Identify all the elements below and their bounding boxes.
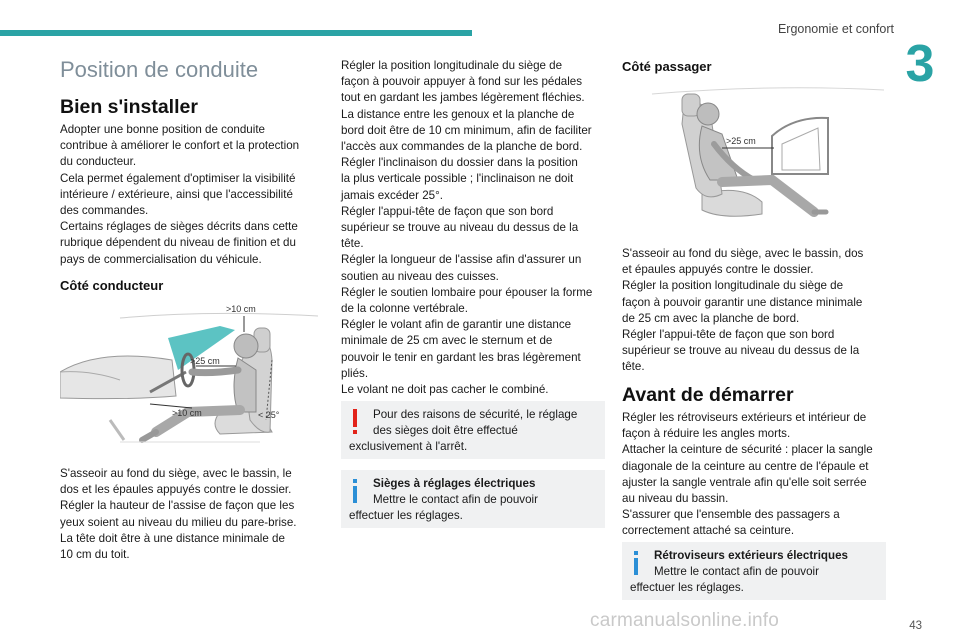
header-accent-bar (0, 30, 472, 36)
driver-paragraph: S'asseoir au fond du siège, avec le bassin, le dos et les épaules appuyés contre le dossier. Régler la hauteur de l'assise de façon que les yeux soient au niveau du milieu du pare-brise. La tête doit être à une distance minimale de 10 cm du toit. (60, 467, 297, 562)
section-heading-bien-sinstaller: Bien s'installer (60, 96, 198, 118)
knee-distance-label: >10 cm (172, 408, 202, 418)
backrest-angle-label: < 25° (258, 410, 280, 420)
info-text: Sièges à réglages électriques Mettre le contact afin de pouvoir effectuer les réglages. (349, 477, 538, 523)
info-icon (631, 551, 641, 575)
dashboard-distance-label: >25 cm (726, 136, 756, 146)
section-heading-avant-de-demarrer: Avant de démarrer (622, 384, 794, 406)
wheel-distance-label: >25 cm (190, 356, 220, 366)
warning-text: Pour des raisons de sécurité, le réglage des sièges doit être effectué exclusivement à l'arrêt. (349, 408, 578, 454)
info-note-electric-seats (341, 470, 605, 528)
info-text: Rétroviseurs extérieurs électriques Mettre le contact afin de pouvoir effectuer les réglages. (630, 549, 848, 595)
watermark: carmanualsonline.info (590, 610, 780, 631)
intro-paragraph: Adopter une bonne position de conduite contribue à améliorer le confort et la protection du conducteur. Cela permet également d'optimiser la visibilité intérieure / extérieure, ainsi que l'accessibilité des commandes. Certains réglages de sièges décrits dans cette rubrique dépendent du niveau de finition et du pays de commercialisation du véhicule. (60, 123, 300, 266)
roof-distance-label: >10 cm (226, 304, 256, 314)
before-start-paragraph: Régler les rétroviseurs extérieurs et intérieur de façon à réduire les angles morts. Attacher la ceinture de sécurité : placer la sangle diagonale de la ceinture au centre de l'épaule et ajuster la sangle ventrale afin qu'elle soit serrée au niveau du bassin. S'assurer que l'ensemble des passagers a correctement attaché sa ceinture. (622, 411, 873, 538)
warning-note (341, 401, 605, 459)
section-title: Ergonomie et confort (777, 22, 894, 36)
info-icon (350, 479, 360, 503)
driver-seating-illustration (60, 300, 320, 450)
warning-icon (350, 409, 360, 435)
page-title: Position de conduite (60, 57, 259, 82)
passenger-side-heading: Côté passager (622, 59, 712, 74)
seat-adjustment-paragraph: Régler la position longitudinale du siège de façon à pouvoir appuyer à fond sur les pédales tout en gardant les jambes légèrement fléchies. La distance entre les genoux et la planche de bord doit être de 10 cm minimum, afin de faciliter l'accès aux commandes de la planche de bord. Régler l'inclinaison du dossier dans la position la plus verticale possible ; l'inclinaison ne doit jamais excéder 25°. Régler l'appui-tête de façon que son bord supérieur se trouve au niveau du dessus de la tête. Régler la longueur de l'assise afin d'assurer un soutien au niveau des cuisses. Régler le soutien lombaire pour épouser la forme de la colonne vertébrale. Régler le volant afin de garantir une distance minimale de 25 cm avec le sternum et de pouvoir le tenir en gardant les bras légèrement pliés. Le volant ne doit pas cacher le combiné. (341, 59, 593, 397)
page-number: 43 (909, 620, 922, 632)
info-note-electric-mirrors (622, 542, 886, 600)
chapter-number: 3 (905, 35, 935, 93)
driver-side-heading: Côté conducteur (60, 278, 164, 293)
passenger-paragraph: S'asseoir au fond du siège, avec le bassin, dos et épaules appuyés contre le dossier. Régler la position longitudinale du siège de façon à pouvoir garantir une distance minimale de 25 cm avec la planche de bord. Régler l'appui-tête de façon que son bord supérieur se trouve au niveau du dessus de la tête. (622, 247, 864, 374)
passenger-seating-illustration (622, 84, 886, 232)
